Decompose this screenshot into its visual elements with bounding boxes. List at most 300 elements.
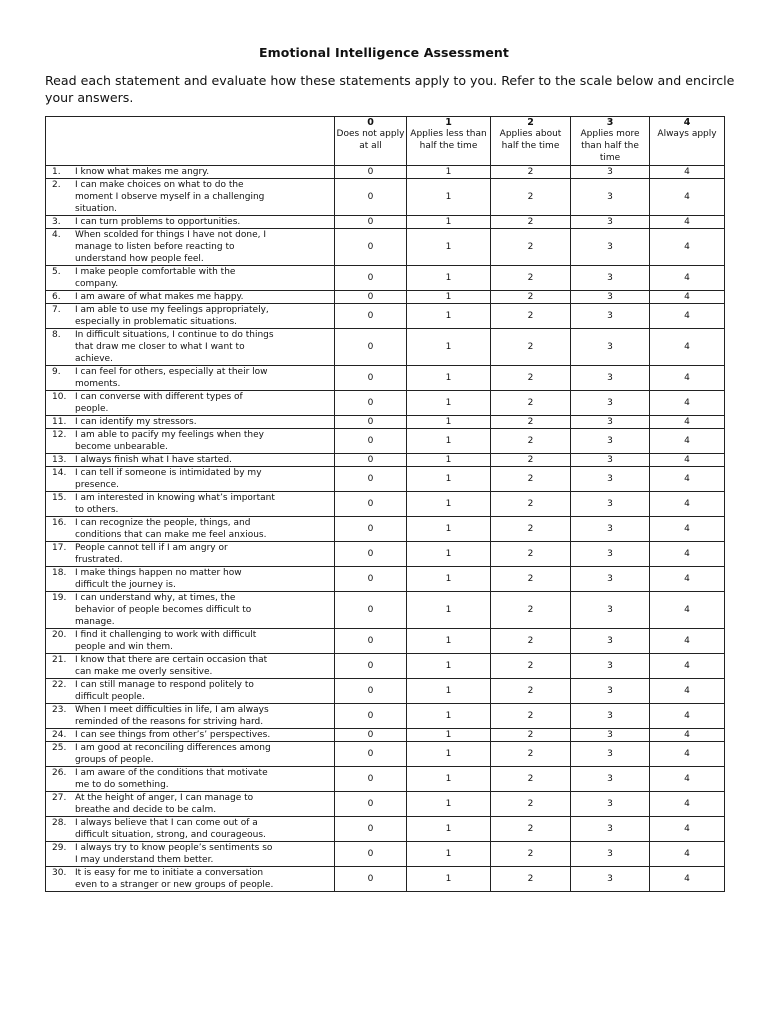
answer-option-0[interactable]: 0: [335, 629, 407, 654]
answer-option-0[interactable]: 0: [335, 179, 407, 216]
statement-row: [46, 229, 725, 266]
answer-option-2[interactable]: 2: [491, 867, 571, 892]
answer-option-4[interactable]: 4: [650, 567, 725, 592]
statement-content: [46, 629, 334, 653]
answer-option-2[interactable]: 2: [491, 429, 571, 454]
answer-option-1[interactable]: 1: [407, 416, 491, 429]
statement-text: [75, 492, 334, 516]
answer-option-0[interactable]: 0: [335, 454, 407, 467]
statement-line: frustrated.: [75, 555, 123, 565]
answer-option-4[interactable]: 4: [650, 216, 725, 229]
statement-cell: [46, 329, 335, 366]
answer-option-2[interactable]: 2: [491, 842, 571, 867]
statement-header-cell: [46, 117, 335, 166]
statement-cell: [46, 867, 335, 892]
statement-content: [46, 742, 334, 766]
answer-option-0[interactable]: 0: [335, 592, 407, 629]
scale-description: Applies more than half the time: [580, 129, 640, 163]
answer-option-4[interactable]: 4: [650, 679, 725, 704]
answer-option-2[interactable]: 2: [491, 817, 571, 842]
answer-option-3[interactable]: 3: [571, 391, 650, 416]
answer-option-4[interactable]: 4: [650, 729, 725, 742]
scale-header-3: [571, 117, 650, 166]
statement-line: I am aware of the conditions that motivate: [75, 768, 268, 778]
statement-content: [46, 517, 334, 541]
answer-option-0[interactable]: 0: [335, 416, 407, 429]
statement-number: 30.: [52, 868, 67, 878]
statement-cell: [46, 729, 335, 742]
statement-text: [75, 391, 334, 415]
answer-option-4[interactable]: 4: [650, 542, 725, 567]
statement-text: [75, 542, 334, 566]
answer-option-3[interactable]: 3: [571, 654, 650, 679]
answer-option-2[interactable]: 2: [491, 742, 571, 767]
answer-option-2[interactable]: 2: [491, 679, 571, 704]
statement-text: [75, 416, 334, 428]
answer-option-2[interactable]: 2: [491, 654, 571, 679]
answer-option-2[interactable]: 2: [491, 767, 571, 792]
statement-row: [46, 742, 725, 767]
statement-row: [46, 366, 725, 391]
answer-option-2[interactable]: 2: [491, 229, 571, 266]
statement-text: [75, 216, 334, 228]
answer-option-4[interactable]: 4: [650, 467, 725, 492]
answer-option-2[interactable]: 2: [491, 266, 571, 291]
answer-option-1[interactable]: 1: [407, 266, 491, 291]
statement-content: [46, 467, 334, 491]
answer-option-3[interactable]: 3: [571, 366, 650, 391]
answer-option-1[interactable]: 1: [407, 867, 491, 892]
statement-cell: [46, 817, 335, 842]
statement-row: [46, 629, 725, 654]
statement-number: 16.: [52, 518, 67, 528]
answer-option-1[interactable]: 1: [407, 679, 491, 704]
answer-option-1[interactable]: 1: [407, 654, 491, 679]
answer-option-4[interactable]: 4: [650, 842, 725, 867]
answer-option-1[interactable]: 1: [407, 179, 491, 216]
page-title: Emotional Intelligence Assessment: [259, 45, 509, 60]
answer-option-4[interactable]: 4: [650, 654, 725, 679]
answer-option-4[interactable]: 4: [650, 366, 725, 391]
statement-number: 22.: [52, 680, 67, 690]
answer-option-4[interactable]: 4: [650, 792, 725, 817]
answer-option-1[interactable]: 1: [407, 391, 491, 416]
statement-cell: [46, 654, 335, 679]
answer-option-1[interactable]: 1: [407, 742, 491, 767]
statement-line: can make me overly sensitive.: [75, 667, 213, 677]
statement-number: 5.: [52, 267, 61, 277]
answer-option-0[interactable]: 0: [335, 792, 407, 817]
answer-option-1[interactable]: 1: [407, 517, 491, 542]
statement-number: 24.: [52, 730, 67, 740]
statement-number: 25.: [52, 743, 67, 753]
statement-line: I make things happen no matter how: [75, 568, 242, 578]
statement-content: [46, 179, 334, 215]
answer-option-2[interactable]: 2: [491, 454, 571, 467]
statement-cell: [46, 567, 335, 592]
statement-content: [46, 654, 334, 678]
answer-option-1[interactable]: 1: [407, 216, 491, 229]
answer-option-1[interactable]: 1: [407, 366, 491, 391]
answer-option-1[interactable]: 1: [407, 166, 491, 179]
statement-line: moment I observe myself in a challenging: [75, 192, 265, 202]
answer-option-1[interactable]: 1: [407, 842, 491, 867]
statement-line: People cannot tell if I am angry or: [75, 543, 228, 553]
statement-row: [46, 166, 725, 179]
statement-content: [46, 454, 334, 466]
answer-option-2[interactable]: 2: [491, 216, 571, 229]
answer-option-3[interactable]: 3: [571, 454, 650, 467]
answer-option-2[interactable]: 2: [491, 329, 571, 366]
answer-option-4[interactable]: 4: [650, 629, 725, 654]
answer-option-2[interactable]: 2: [491, 729, 571, 742]
answer-option-3[interactable]: 3: [571, 166, 650, 179]
answer-option-4[interactable]: 4: [650, 429, 725, 454]
statement-row: [46, 679, 725, 704]
answer-option-4[interactable]: 4: [650, 229, 725, 266]
statement-cell: [46, 179, 335, 216]
answer-option-4[interactable]: 4: [650, 742, 725, 767]
statement-cell: [46, 366, 335, 391]
statement-row: [46, 842, 725, 867]
answer-option-4[interactable]: 4: [650, 704, 725, 729]
statement-content: [46, 792, 334, 816]
answer-option-3[interactable]: 3: [571, 767, 650, 792]
statement-number: 19.: [52, 593, 67, 603]
statement-text: [75, 266, 334, 290]
answer-option-1[interactable]: 1: [407, 329, 491, 366]
answer-option-4[interactable]: 4: [650, 592, 725, 629]
statement-line: conditions that can make me feel anxious.: [75, 530, 267, 540]
answer-option-1[interactable]: 1: [407, 542, 491, 567]
answer-option-3[interactable]: 3: [571, 629, 650, 654]
answer-option-1[interactable]: 1: [407, 291, 491, 304]
statement-row: [46, 729, 725, 742]
answer-option-2[interactable]: 2: [491, 492, 571, 517]
statement-cell: [46, 467, 335, 492]
statement-content: [46, 429, 334, 453]
answer-option-1[interactable]: 1: [407, 229, 491, 266]
answer-option-1[interactable]: 1: [407, 429, 491, 454]
answer-option-0[interactable]: 0: [335, 366, 407, 391]
statement-content: [46, 492, 334, 516]
statement-cell: [46, 229, 335, 266]
scale-header-1: [407, 117, 491, 166]
answer-option-1[interactable]: 1: [407, 567, 491, 592]
answer-option-0[interactable]: 0: [335, 767, 407, 792]
statement-line: When scolded for things I have not done, I: [75, 230, 267, 240]
statement-line: When I meet difficulties in life, I am always: [75, 705, 269, 715]
answer-option-3[interactable]: 3: [571, 291, 650, 304]
answer-option-3[interactable]: 3: [571, 467, 650, 492]
answer-option-4[interactable]: 4: [650, 492, 725, 517]
answer-option-0[interactable]: 0: [335, 291, 407, 304]
answer-option-0[interactable]: 0: [335, 429, 407, 454]
answer-option-2[interactable]: 2: [491, 542, 571, 567]
answer-option-3[interactable]: 3: [571, 229, 650, 266]
answer-option-0[interactable]: 0: [335, 842, 407, 867]
answer-option-1[interactable]: 1: [407, 817, 491, 842]
statement-cell: [46, 391, 335, 416]
statement-line: I can turn problems to opportunities.: [75, 217, 241, 227]
statement-cell: [46, 517, 335, 542]
statement-line: It is easy for me to initiate a conversation: [75, 868, 264, 878]
statement-content: [46, 679, 334, 703]
statement-line: I can understand why, at times, the: [75, 593, 236, 603]
answer-option-2[interactable]: 2: [491, 792, 571, 817]
answer-option-2[interactable]: 2: [491, 416, 571, 429]
statement-row: [46, 291, 725, 304]
answer-option-4[interactable]: 4: [650, 329, 725, 366]
statement-line: reminded of the reasons for striving hard.: [75, 717, 264, 727]
answer-option-4[interactable]: 4: [650, 391, 725, 416]
answer-option-3[interactable]: 3: [571, 304, 650, 329]
statement-text: [75, 567, 334, 591]
answer-option-3[interactable]: 3: [571, 329, 650, 366]
statement-line: I can recognize the people, things, and: [75, 518, 251, 528]
statement-text: [75, 517, 334, 541]
answer-option-0[interactable]: 0: [335, 654, 407, 679]
statement-cell: [46, 492, 335, 517]
answer-option-3[interactable]: 3: [571, 492, 650, 517]
statement-number: 2.: [52, 180, 61, 190]
answer-option-1[interactable]: 1: [407, 767, 491, 792]
statement-number: 26.: [52, 768, 67, 778]
assessment-table: [45, 116, 725, 892]
statement-content: [46, 391, 334, 415]
answer-option-4[interactable]: 4: [650, 517, 725, 542]
statement-number: 14.: [52, 468, 67, 478]
answer-option-3[interactable]: 3: [571, 517, 650, 542]
statement-cell: [46, 291, 335, 304]
statement-line: moments.: [75, 379, 121, 389]
statement-text: [75, 329, 334, 365]
answer-option-0[interactable]: 0: [335, 492, 407, 517]
statement-content: [46, 817, 334, 841]
statement-content: [46, 266, 334, 290]
answer-option-4[interactable]: 4: [650, 304, 725, 329]
answer-option-0[interactable]: 0: [335, 304, 407, 329]
statement-text: [75, 704, 334, 728]
statement-row: [46, 416, 725, 429]
statement-row: [46, 329, 725, 366]
statement-content: [46, 592, 334, 628]
answer-option-3[interactable]: 3: [571, 429, 650, 454]
answer-option-3[interactable]: 3: [571, 567, 650, 592]
statement-row: [46, 867, 725, 892]
answer-option-0[interactable]: 0: [335, 391, 407, 416]
statement-row: [46, 517, 725, 542]
answer-option-2[interactable]: 2: [491, 517, 571, 542]
statement-text: [75, 304, 334, 328]
answer-option-3[interactable]: 3: [571, 842, 650, 867]
statement-text: [75, 654, 334, 678]
answer-option-0[interactable]: 0: [335, 679, 407, 704]
answer-option-2[interactable]: 2: [491, 629, 571, 654]
statement-row: [46, 429, 725, 454]
statement-line: I know that there are certain occasion that: [75, 655, 268, 665]
answer-option-1[interactable]: 1: [407, 704, 491, 729]
statement-cell: [46, 592, 335, 629]
statement-line: At the height of anger, I can manage to: [75, 793, 254, 803]
answer-option-0[interactable]: 0: [335, 216, 407, 229]
answer-option-3[interactable]: 3: [571, 729, 650, 742]
statement-line: I am good at reconciling differences among: [75, 743, 271, 753]
scale-header-2: [491, 117, 571, 166]
answer-option-1[interactable]: 1: [407, 454, 491, 467]
answer-option-0[interactable]: 0: [335, 229, 407, 266]
statement-cell: [46, 216, 335, 229]
statement-line: I can feel for others, especially at their low: [75, 367, 268, 377]
statement-number: 23.: [52, 705, 67, 715]
statement-number: 11.: [52, 417, 67, 427]
statement-number: 9.: [52, 367, 61, 377]
statement-line: I am able to use my feelings appropriately,: [75, 305, 269, 315]
statement-cell: [46, 304, 335, 329]
statement-content: [46, 416, 334, 428]
answer-option-4[interactable]: 4: [650, 767, 725, 792]
answer-option-3[interactable]: 3: [571, 742, 650, 767]
answer-option-2[interactable]: 2: [491, 704, 571, 729]
answer-option-0[interactable]: 0: [335, 329, 407, 366]
answer-option-4[interactable]: 4: [650, 179, 725, 216]
statement-cell: [46, 416, 335, 429]
statement-line: breathe and decide to be calm.: [75, 805, 217, 815]
statement-line: difficult people.: [75, 692, 145, 702]
answer-option-3[interactable]: 3: [571, 867, 650, 892]
answer-option-0[interactable]: 0: [335, 517, 407, 542]
answer-option-1[interactable]: 1: [407, 629, 491, 654]
statement-line: manage to listen before reacting to: [75, 242, 235, 252]
answer-option-4[interactable]: 4: [650, 416, 725, 429]
statement-number: 6.: [52, 292, 61, 302]
statement-content: [46, 366, 334, 390]
statement-line: I always believe that I can come out of a: [75, 818, 258, 828]
statement-content: [46, 229, 334, 265]
statement-number: 15.: [52, 493, 67, 503]
statement-line: In difficult situations, I continue to do things: [75, 330, 274, 340]
instructions-text: Read each statement and evaluate how these statements apply to you. Refer to the scale below and encircle your answers.: [45, 73, 735, 105]
statement-line: people.: [75, 404, 109, 414]
answer-option-3[interactable]: 3: [571, 679, 650, 704]
statement-line: situation.: [75, 204, 118, 214]
answer-option-0[interactable]: 0: [335, 867, 407, 892]
answer-option-2[interactable]: 2: [491, 366, 571, 391]
statement-number: 12.: [52, 430, 67, 440]
statement-text: [75, 366, 334, 390]
statement-text: [75, 467, 334, 491]
statement-row: [46, 542, 725, 567]
answer-option-3[interactable]: 3: [571, 179, 650, 216]
statement-number: 20.: [52, 630, 67, 640]
answer-option-3[interactable]: 3: [571, 817, 650, 842]
answer-option-2[interactable]: 2: [491, 567, 571, 592]
answer-option-4[interactable]: 4: [650, 454, 725, 467]
statement-line: I can tell if someone is intimidated by my: [75, 468, 262, 478]
answer-option-0[interactable]: 0: [335, 166, 407, 179]
answer-option-0[interactable]: 0: [335, 467, 407, 492]
statement-content: [46, 329, 334, 365]
answer-option-2[interactable]: 2: [491, 166, 571, 179]
statement-line: even to a stranger or new groups of people.: [75, 880, 274, 890]
statement-number: 28.: [52, 818, 67, 828]
statement-text: [75, 842, 334, 866]
statement-number: 17.: [52, 543, 67, 553]
statement-row: [46, 454, 725, 467]
statement-text: [75, 729, 334, 741]
answer-option-0[interactable]: 0: [335, 567, 407, 592]
statement-row: [46, 179, 725, 216]
answer-option-1[interactable]: 1: [407, 304, 491, 329]
statement-cell: [46, 842, 335, 867]
answer-option-2[interactable]: 2: [491, 291, 571, 304]
statement-row: [46, 304, 725, 329]
answer-option-3[interactable]: 3: [571, 792, 650, 817]
answer-option-1[interactable]: 1: [407, 792, 491, 817]
statement-row: [46, 567, 725, 592]
statement-line: achieve.: [75, 354, 113, 364]
statement-line: I make people comfortable with the: [75, 267, 236, 277]
statement-text: [75, 679, 334, 703]
statement-number: 27.: [52, 793, 67, 803]
answer-option-0[interactable]: 0: [335, 729, 407, 742]
answer-option-2[interactable]: 2: [491, 592, 571, 629]
statement-number: 1.: [52, 167, 61, 177]
statement-line: company.: [75, 279, 119, 289]
answer-option-0[interactable]: 0: [335, 266, 407, 291]
answer-option-3[interactable]: 3: [571, 216, 650, 229]
statement-cell: [46, 629, 335, 654]
statement-content: [46, 291, 334, 303]
answer-option-4[interactable]: 4: [650, 867, 725, 892]
answer-option-3[interactable]: 3: [571, 704, 650, 729]
answer-option-2[interactable]: 2: [491, 391, 571, 416]
answer-option-2[interactable]: 2: [491, 304, 571, 329]
statement-content: [46, 704, 334, 728]
answer-option-4[interactable]: 4: [650, 291, 725, 304]
answer-option-3[interactable]: 3: [571, 416, 650, 429]
statement-row: [46, 492, 725, 517]
answer-option-2[interactable]: 2: [491, 467, 571, 492]
answer-option-4[interactable]: 4: [650, 166, 725, 179]
answer-option-2[interactable]: 2: [491, 179, 571, 216]
answer-option-3[interactable]: 3: [571, 542, 650, 567]
answer-option-3[interactable]: 3: [571, 592, 650, 629]
statement-line: I always try to know people’s sentiments so: [75, 843, 273, 853]
statement-line: I am interested in knowing what’s important: [75, 493, 275, 503]
statement-text: [75, 767, 334, 791]
scale-header-0: [335, 117, 407, 166]
answer-option-0[interactable]: 0: [335, 542, 407, 567]
answer-option-3[interactable]: 3: [571, 266, 650, 291]
answer-option-0[interactable]: 0: [335, 817, 407, 842]
answer-option-4[interactable]: 4: [650, 266, 725, 291]
answer-option-1[interactable]: 1: [407, 467, 491, 492]
answer-option-1[interactable]: 1: [407, 729, 491, 742]
statement-number: 29.: [52, 843, 67, 853]
statement-row: [46, 266, 725, 291]
statement-row: [46, 592, 725, 629]
statement-line: difficult situation, strong, and courageous.: [75, 830, 266, 840]
answer-option-1[interactable]: 1: [407, 592, 491, 629]
statement-text: [75, 291, 334, 303]
answer-option-4[interactable]: 4: [650, 817, 725, 842]
statement-line: I always finish what I have started.: [75, 455, 232, 465]
answer-option-0[interactable]: 0: [335, 704, 407, 729]
answer-option-0[interactable]: 0: [335, 742, 407, 767]
statement-cell: [46, 266, 335, 291]
answer-option-1[interactable]: 1: [407, 492, 491, 517]
